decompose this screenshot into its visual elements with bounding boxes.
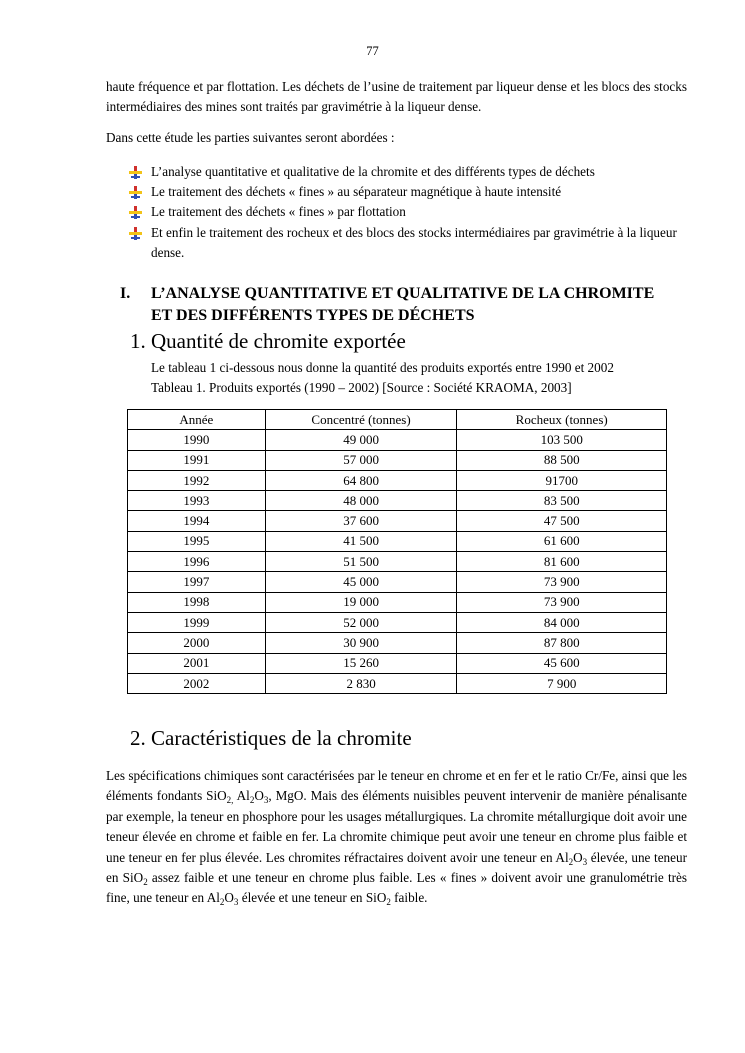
concentrate-cell: 2 830 [265,673,457,693]
bullet-text: Et enfin le traitement des rocheux et des blocs des stocks intermédiaires par gravimétrie à la liqueur dense. [151,224,677,260]
concentrate-cell: 30 900 [265,633,457,653]
concentrate-cell: 15 260 [265,653,457,673]
year-cell: 1996 [128,552,266,572]
year-cell: 1994 [128,511,266,531]
list-item [128,162,688,182]
rocks-cell: 7 900 [457,673,667,693]
rocks-cell: 91700 [457,470,667,490]
year-cell: 2001 [128,653,266,673]
table-row [128,531,667,551]
bullet-text: Le traitement des déchets « fines » au séparateur magnétique à haute intensité [151,184,562,200]
table-description [151,358,691,398]
table-caption: Tableau 1. Produits exportés (1990 – 2002) [Source : Société KRAOMA, 2003] [151,380,572,395]
concentrate-cell: 64 800 [265,470,457,490]
table-row [128,653,667,673]
arrow-bullet-icon [129,166,142,179]
table-row [128,430,667,450]
rocks-cell: 103 500 [457,430,667,450]
rocks-cell: 45 600 [457,653,667,673]
table-intro: Le tableau 1 ci-dessous nous donne la quantité des produits exportés entre 1990 et 2002 [151,360,614,375]
concentrate-cell: 51 500 [265,552,457,572]
column-header-concentrate: Concentré (tonnes) [265,410,457,430]
year-cell: 1998 [128,592,266,612]
rocks-cell: 81 600 [457,552,667,572]
table-row [128,612,667,632]
table-row [128,470,667,490]
concentrate-cell: 41 500 [265,531,457,551]
list-item [128,182,688,202]
concentrate-cell: 19 000 [265,592,457,612]
concentrate-cell: 57 000 [265,450,457,470]
year-cell: 1992 [128,470,266,490]
rocks-cell: 61 600 [457,531,667,551]
year-cell: 1995 [128,531,266,551]
characteristics-paragraph: Les spécifications chimiques sont caractérisées par le teneur en chrome et en fer et le ratio Cr/Fe, ainsi que les éléments fondants SiO$_{2,}$ $Al_2O_3$, MgO. Mais des éléments nuisibles peuvent intervenir de manière pénalisante par exemple, la teneur en phosphore pour les usages métallurgiques. La chromite métallurgique doit avoir une teneur élevée en chrome et faible en fer. La chromite chimique peut avoir une teneur en chrome plus faible et une teneur en fer plus élevée. Les chromites réfractaires doivent avoir une teneur en $Al_2O_3$ élevée, une teneur en SiO$_2$ assez faible et une teneur en chrome plus faible. Les « fines » doivent avoir une granulométrie très fine, une teneur en $Al_2O_3$ élevée et une teneur en SiO$_2$ faible. [106,768,687,908]
rocks-cell: 88 500 [457,450,667,470]
study-intro: Dans cette étude les parties suivantes seront abordées : [106,130,395,145]
year-cell: 1999 [128,612,266,632]
concentrate-cell: 49 000 [265,430,457,450]
table-row [128,592,667,612]
rocks-cell: 73 900 [457,572,667,592]
concentrate-cell: 37 600 [265,511,457,531]
year-cell: 1990 [128,430,266,450]
table-row [128,491,667,511]
year-cell: 2002 [128,673,266,693]
rocks-cell: 83 500 [457,491,667,511]
section-number: I. [120,285,131,302]
intro-paragraph: haute fréquence et par flottation. Les déchets de l’usine de traitement par liqueur dense et les blocs des stocks intermédiaires des mines sont traités par gravimétrie à la liqueur dense. [106,79,687,115]
year-cell: 1991 [128,450,266,470]
table-row [128,511,667,531]
concentrate-cell: 45 000 [265,572,457,592]
table-row [128,572,667,592]
subheading-characteristics: 2. Caractéristiques de la chromite [130,726,412,750]
table-row [128,673,667,693]
arrow-bullet-icon [129,227,142,240]
year-cell: 2000 [128,633,266,653]
table-row [128,450,667,470]
section-title: L’ANALYSE QUANTITATIVE ET QUALITATIVE DE LA CHROMITE ET DES DIFFÉRENTS TYPES DE DÉCHETS [151,285,655,324]
table-row [128,633,667,653]
year-cell: 1997 [128,572,266,592]
subheading-quantity: 1. Quantité de chromite exportée [130,329,406,353]
table-row [128,552,667,572]
bullet-text: Le traitement des déchets « fines » par flottation [151,204,406,220]
arrow-bullet-icon [129,186,142,199]
list-item [128,202,688,222]
rocks-cell: 87 800 [457,633,667,653]
concentrate-cell: 48 000 [265,491,457,511]
bullet-text: L’analyse quantitative et qualitative de la chromite et des différents types de déchets [151,164,595,179]
concentrate-cell: 52 000 [265,612,457,632]
list-item [128,223,688,263]
page-number: 77 [366,44,379,58]
exports-table [127,409,667,694]
column-header-rocks: Rocheux (tonnes) [457,410,667,430]
rocks-cell: 73 900 [457,592,667,612]
column-header-year: Année [128,410,266,430]
arrow-bullet-icon [129,206,142,219]
rocks-cell: 84 000 [457,612,667,632]
rocks-cell: 47 500 [457,511,667,531]
bullet-list [128,162,688,263]
year-cell: 1993 [128,491,266,511]
table-header-row [128,410,667,430]
